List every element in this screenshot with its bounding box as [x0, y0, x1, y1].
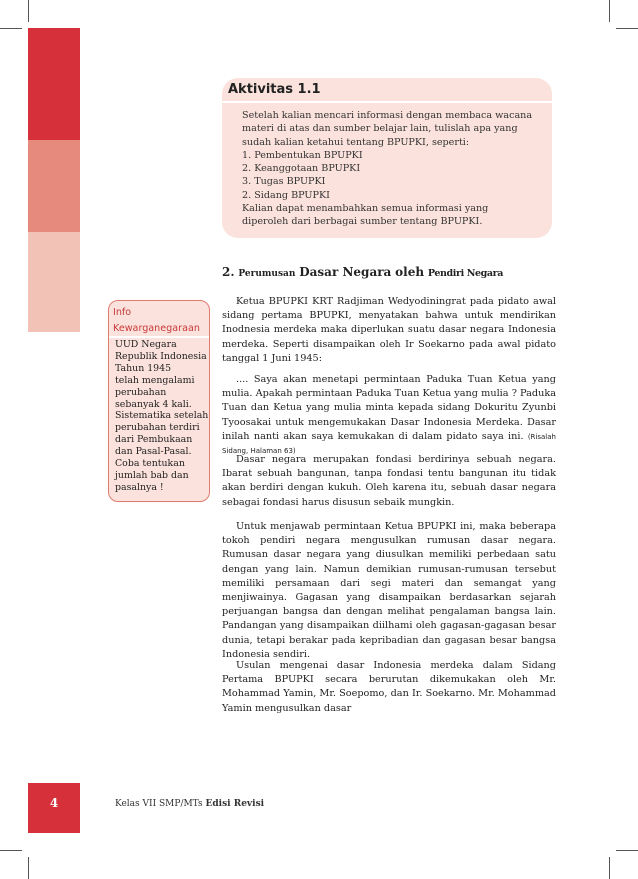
info-heading [113, 305, 200, 337]
crop-mark [609, 857, 610, 879]
activity-list-item: 1. Pembentukan BPUPKI [242, 149, 363, 161]
info-line: telah mengalami [115, 374, 195, 386]
activity-line: Setelah kalian mencari informasi dengan membaca wacana [242, 110, 533, 121]
speech-quote [222, 373, 556, 458]
activity-title: Aktivitas 1.1 [228, 82, 321, 97]
info-line: jumlah bab dan [115, 469, 189, 481]
decorative-band-red [28, 28, 80, 140]
section-heading-part: Pendiri Negara [427, 268, 504, 279]
activity-list-item: 2. Sidang BPUPKI [242, 189, 330, 201]
footer-book-title: Kelas VII SMP/MTs [115, 799, 203, 809]
crop-mark [616, 28, 638, 29]
info-line: Republik Indonesia [115, 350, 207, 362]
activity-divider [222, 101, 552, 103]
info-body [115, 339, 207, 494]
page-footer [115, 799, 264, 809]
info-heading-line: Kewarganegaraan [113, 323, 200, 334]
paragraph-text: Usulan mengenai dasar Indonesia merdeka dalam Sidang Pertama BPUPKI secara berurutan dikemukakan oleh Mr. Mohammad Yamin, Mr. Soepomo, dan Ir. Soekarno. Mr. Mohammad Yamin mengusulkan dasar [222, 660, 556, 714]
quote-text: .... Saya akan menetapi permintaan Paduka Tuan Ketua yang mulia. Apakah permintaan Paduka Tuan Ketua yang mulia ? Paduka Tuan dan Ketua yang mulia minta kepada sidang Dokuritu Zyunbi Tyoosakai untuk mengemukakan Dasar Indonesia Merdeka. Dasar inilah nanti akan saya kemukakan di dalam pidato saya ini. [222, 374, 556, 442]
activity-line: diperoleh dari berbagai sumber tentang BPUPKI. [242, 216, 483, 228]
info-line: dari Pembukaan [115, 434, 193, 446]
activity-line: sudah kalian ketahui tentang BPUPKI, seperti: [242, 136, 470, 148]
info-line: UUD Negara [115, 339, 177, 350]
paragraph-text: Dasar negara merupakan fondasi berdirinya sebuah negara. Ibarat sebuah bangunan, tanpa fondasi tentu bangunan itu tidak akan berdiri dengan kukuh. Oleh karena itu, sebuah dasar negara sebagai fondasi harus disusun sebaik mungkin. [222, 454, 556, 508]
info-divider [109, 336, 209, 338]
quote-source: (Risalah Sidang, Halaman 63) [222, 432, 556, 456]
paragraph [222, 453, 556, 510]
paragraph [222, 295, 556, 366]
crop-mark [0, 850, 22, 851]
paragraph [222, 520, 556, 662]
info-line: dan Pasal-Pasal. [115, 446, 192, 458]
info-line: pasalnya ! [115, 481, 164, 493]
info-line: Coba tentukan [115, 458, 185, 470]
paragraph [222, 659, 556, 716]
crop-mark [28, 0, 29, 22]
crop-mark [28, 857, 29, 879]
activity-list-item: 3. Tugas BPUPKI [242, 176, 326, 188]
footer-edition: Edisi Revisi [205, 799, 265, 809]
section-number: 2. [222, 265, 235, 279]
activity-instructions [242, 109, 542, 229]
section-heading [222, 265, 503, 279]
activity-line: materi di atas dan sumber belajar lain, tulislah apa yang [242, 123, 518, 135]
quote-paragraph [222, 373, 556, 458]
crop-mark [616, 850, 638, 851]
info-line: sebanyak 4 kali. [115, 398, 192, 410]
crop-mark [0, 28, 22, 29]
section-heading-part: Dasar Negara [299, 265, 392, 279]
info-line: Sistematika setelah [115, 410, 209, 422]
paragraph-text: Untuk menjawab permintaan Ketua BPUPKI ini, maka beberapa tokoh pendiri negara mengusulkan rumusan dasar negara. Rumusan dasar negara yang diusulkan memiliki perbedaan satu dengan yang lain. Namun demikian rumusan-rumusan tersebut memiliki persamaan dari segi materi dan semangat yang menjiwainya. Gagasan yang disampaikan berdasarkan sejarah perjuangan bangsa dan dengan melihat pengalaman bangsa lain. Pandangan yang disampaikan diilhami oleh gagasan-gagasan besar dunia, tetapi berakar pada kepribadian dan gagasan besar bangsa Indonesia sendiri. [222, 521, 556, 660]
activity-box [222, 78, 552, 238]
info-line: perubahan terdiri [115, 422, 200, 434]
activity-list-item: 2. Keanggotaan BPUPKI [242, 163, 361, 175]
info-heading-line: Info [113, 307, 132, 318]
info-kewarganegaraan-box [108, 300, 210, 502]
info-line: perubahan [115, 386, 167, 398]
paragraph-text: Ketua BPUPKI KRT Radjiman Wedyodiningrat pada pidato awal sidang pertama BPUPKI, menyatakan bahwa untuk mendirikan Inodnesia merdeka maka diperlukan suatu dasar negara Indonesia merdeka. Seperti disampaikan oleh Ir Soekarno pada awal pidato tanggal 1 Juni 1945: [222, 296, 556, 364]
page-number: 4 [49, 796, 59, 810]
decorative-band-salmon [28, 140, 80, 232]
section-heading-part: oleh [395, 265, 425, 279]
activity-line: Kalian dapat menambahkan semua informasi yang [242, 203, 489, 215]
section-heading-part: Perumusan [238, 269, 296, 279]
info-line: Tahun 1945 [115, 362, 172, 374]
crop-mark [609, 0, 610, 22]
decorative-band-pink [28, 232, 80, 332]
